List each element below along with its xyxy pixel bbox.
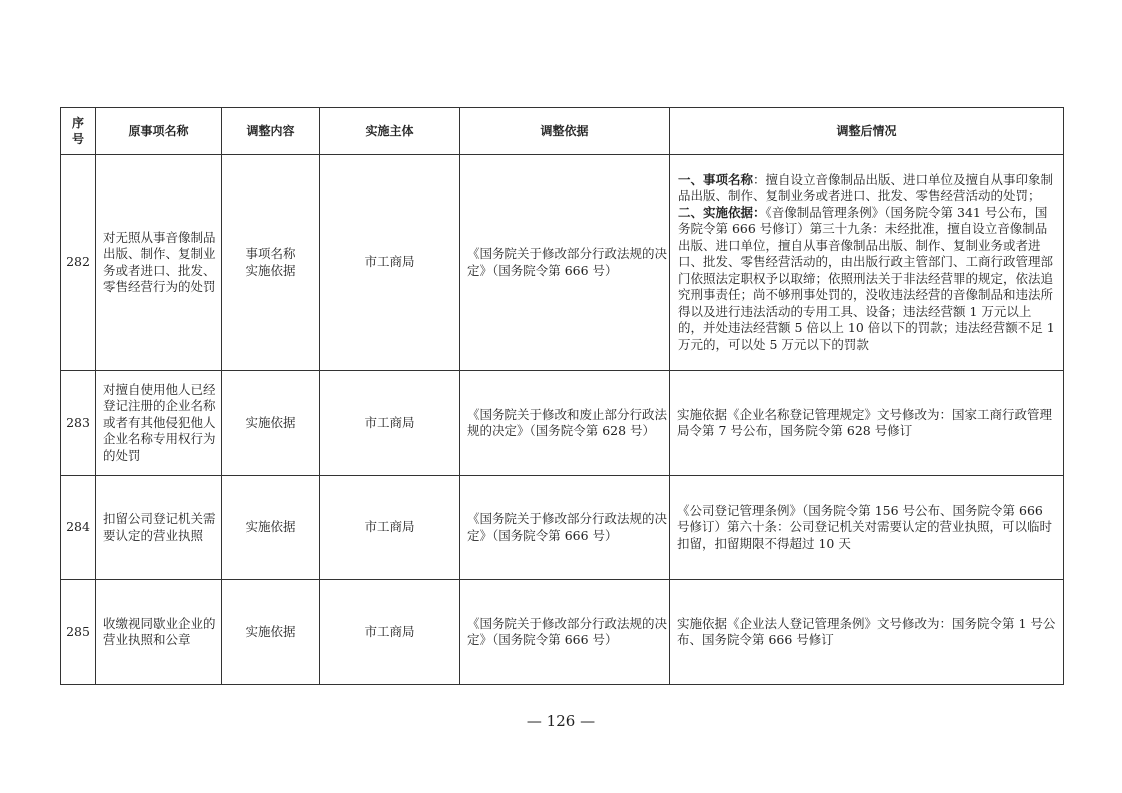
table-row [61,580,1064,685]
header-original-name: 原事项名称 [96,108,222,155]
result-label-2: 二、实施依据： [678,204,766,220]
text-line: 要认定的营业执照 [103,527,204,543]
row-number: 285 [61,580,96,685]
subject: 市工商局 [320,580,460,685]
text-line: 实施依据 [245,623,296,639]
row-number: 284 [61,476,96,580]
text-line: 或者有其他侵犯他人 [103,414,216,430]
text-line: 《国务院关于修改部分行政法规的决 [467,246,668,261]
text-line: 企业名称专用权行为 [103,431,216,447]
table-row [61,155,1064,371]
text-line: 对擅自使用他人已经 [103,381,216,397]
adjustment-table [60,107,1064,685]
adjustment-content [222,580,320,685]
basis [460,580,670,685]
header-row [61,108,1064,155]
result: 实施依据《企业名称登记管理规定》文号修改为：国家工商行政管理局令第 7 号公布，国务院令第 628 号修订 [670,371,1064,476]
text-line: 的处罚 [103,447,141,463]
header-content: 调整内容 [222,108,320,155]
text-line: 实施依据 [245,519,296,535]
text-line: 实施依据 [245,414,296,430]
text-line: 规的决定》（国务院令第 628 号） [467,423,656,438]
result-label-1: 一、事项名称 [678,171,754,187]
basis [460,155,670,371]
table-row [61,476,1064,580]
text-line: 登记注册的企业名称 [103,398,216,414]
original-name [96,580,222,685]
original-name [96,476,222,580]
header-result: 调整后情况 [670,108,1064,155]
subject: 市工商局 [320,155,460,371]
text-line: 扣留公司登记机关需 [103,511,216,526]
text-line: 收缴视同歇业企业的 [103,615,216,631]
text-line: 对无照从事音像制品 [103,229,216,245]
text-line: 《国务院关于修改部分行政法规的决 [467,615,668,631]
text-line: 《国务院关于修改和废止部分行政法 [467,406,668,422]
adjustment-content [222,371,320,476]
text-line: 《国务院关于修改部分行政法规的决 [467,511,668,526]
header-subject: 实施主体 [320,108,460,155]
header-seq [61,108,96,155]
result-text-2: 《音像制品管理条例》（国务院令第 341 号公布，国务院令第 666 号修订）第三十九条：未经批准，擅自设立音像制品出版、进口单位，擅自从事音像制品出版、制作、复制业务或者进口、批发、零售经营活动的，由出版行政主管部门、工商行政管理部门依照法定职权予以取缔；依照刑法关于非法经营罪的规定，依法追究刑事责任；尚不够刑事处罚的，没收违法经营的音像制品和违法所得以及进行违法活动的专用工具、设备；违法经营额 1 万元以上的，并处违法经营额 5 倍以上 10 倍以下的罚款；违法经营额不足 1 万元的，可以处 5 万元以下的罚款 [678,204,1055,352]
header-seq-line: 序 [71,115,84,130]
result: 《公司登记管理条例》（国务院令第 156 号公布、国务院令第 666 号修订）第六十条：公司登记机关对需要认定的营业执照，可以临时扣留，扣留期限不得超过 10 天 [670,476,1064,580]
subject: 市工商局 [320,476,460,580]
result: 实施依据《企业法人登记管理条例》文号修改为：国务院令第 1 号公布、国务院令第 666 号修订 [670,580,1064,685]
original-name [96,155,222,371]
result [670,155,1064,371]
adjustment-content [222,476,320,580]
text-line: 出版、制作、复制业 [103,246,216,261]
adjustment-content [222,155,320,371]
page-number: — 126 — [526,712,596,730]
basis [460,371,670,476]
text-line: 实施依据 [245,262,296,278]
row-number: 282 [61,155,96,371]
text-line: 营业执照和公章 [103,632,191,647]
original-name [96,371,222,476]
text-line: 事项名称 [245,246,296,261]
subject: 市工商局 [320,371,460,476]
header-seq-line: 号 [71,132,84,146]
table-row [61,371,1064,476]
text-line: 务或者进口、批发、 [103,262,216,278]
header-basis: 调整依据 [460,108,670,155]
text-line: 定》（国务院令第 666 号） [467,262,618,278]
row-number: 283 [61,371,96,476]
text-line: 零售经营行为的处罚 [103,279,216,294]
text-line: 定》（国务院令第 666 号） [467,527,618,543]
basis [460,476,670,580]
text-line: 定》（国务院令第 666 号） [467,632,618,647]
result-text-1: ：擅自设立音像制品出版、进口单位及擅自从事印象制品出版、制作、复制业务或者进口、批发、零售经营活动的处罚； [678,171,1054,204]
